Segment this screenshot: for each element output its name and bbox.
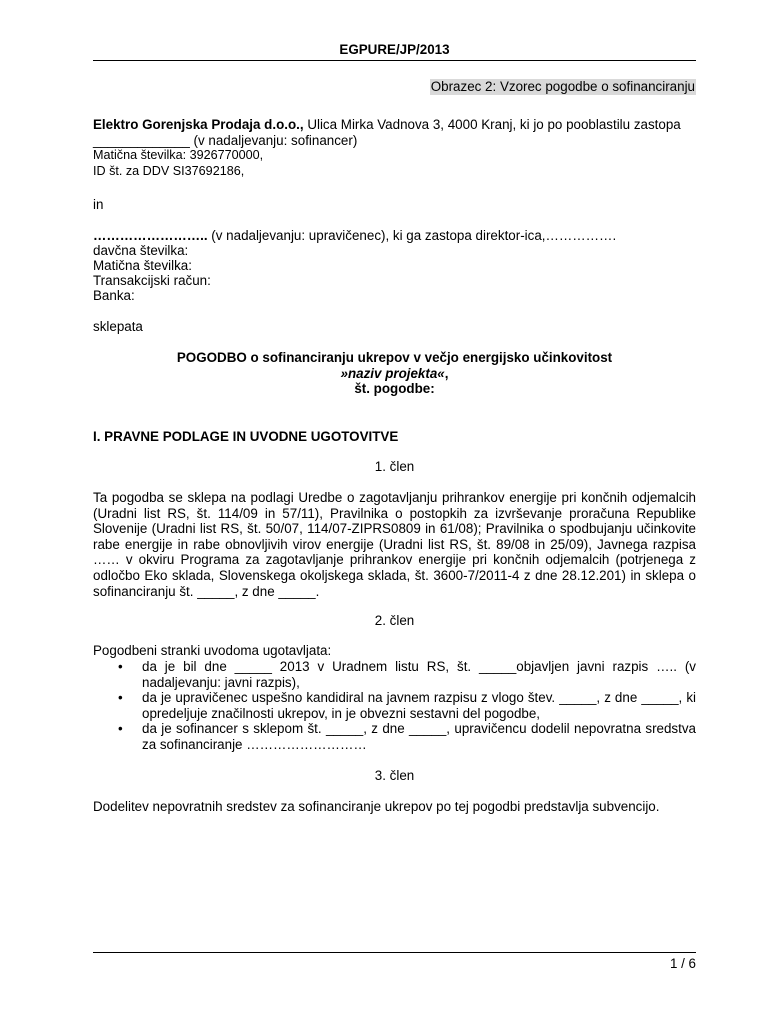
- form-label: Obrazec 2: Vzorec pogodbe o sofinanciranju: [430, 79, 695, 94]
- bullet-icon: •: [118, 721, 123, 737]
- bullet-icon: •: [118, 690, 123, 706]
- contract-title: [93, 350, 696, 397]
- article-1-heading: 1. člen: [374, 459, 415, 474]
- party1-paragraph: [93, 117, 696, 133]
- footer-rule: [93, 952, 696, 953]
- project-name-placeholder: »naziv projekta«: [340, 365, 445, 381]
- in-text: in: [93, 197, 104, 212]
- party1-maticna: Matična številka: 3926770000,: [93, 148, 264, 162]
- bullet-icon: •: [118, 659, 123, 674]
- article-3-heading: 3. člen: [374, 768, 415, 783]
- contract-title-line1: POGODBO o sofinanciranju ukrepov v večjo energijsko učinkovitost: [176, 350, 613, 365]
- document-code: EGPURE/JP/2013: [339, 42, 450, 57]
- party2-line: [93, 228, 696, 244]
- sklepata-text: sklepata: [93, 319, 143, 334]
- article-2-list: [93, 659, 696, 753]
- header-rule: [93, 60, 696, 61]
- party2-banka: Banka:: [93, 288, 135, 303]
- party2-placeholder: ……………………..: [93, 228, 208, 243]
- section-heading: I. PRAVNE PODLAGE IN UVODNE UGOTOVITVE: [93, 429, 399, 444]
- party1-name: Elektro Gorenjska Prodaja d.o.o.,: [93, 117, 304, 132]
- party2-trr: Transakcijski račun:: [93, 273, 211, 288]
- party1-ddv: ID št. za DDV SI37692186,: [93, 164, 245, 178]
- list-item: • da je sofinancer s sklepom št. _____, z dne _____, upravičencu dodelil nepovratna sredstva za sofinanciranje ………………………: [118, 721, 696, 752]
- contract-number-label: št. pogodbe:: [354, 381, 435, 397]
- party2-davcna: davčna številka:: [93, 243, 189, 258]
- party2-role: (v nadaljevanju: upravičenec), ki ga zastopa direktor-ica,…………….: [207, 228, 617, 243]
- party1-address: Ulica Mirka Vadnova 3, 4000 Kranj, ki jo po pooblastilu zastopa: [303, 117, 681, 132]
- party1-role: _____________ (v nadaljevanju: sofinancer): [93, 133, 358, 148]
- article-2-intro: Pogodbeni stranki uvodoma ugotavljata:: [93, 643, 332, 658]
- party2-maticna: Matična številka:: [93, 258, 192, 273]
- contract-title-line2: »naziv projekta«,: [340, 365, 449, 381]
- list-item: • da je bil dne _____ 2013 v Uradnem listu RS, št. _____objavljen javni razpis ….. (v nadaljevanju: javni razpis),: [118, 659, 696, 690]
- article-1-text: Ta pogodba se sklepa na podlagi Uredbe o zagotavljanju prihrankov energije pri končnih odjemalcih (Uradni list RS, št. 114/09 in 57/11), Pravilnika o postopkih za izvrševanje proračuna Republike Slovenije (Uradni list RS, št. 50/07, 114/07-ZIPRS0809 in 61/08); Pravilnika o spodbujanju učinkovite rabe energije in rabe obnovljivih virov energije (Uradni list RS, št. 89/08 in 25/09), Javnega razpisa …… v okviru Programa za zagotavljanje prihrankov energije pri končnih odjemalcih (potrjenega z odločbo Eko sklada, Slovenskega okoljskega sklada, št. 3600-7/2011-4 z dne 28.12.201) in sklepa o sofinanciranju št. _____, z dne _____.: [93, 490, 696, 599]
- document-page: [93, 0, 696, 1024]
- page-number: 1 / 6: [669, 956, 696, 971]
- list-item: • da je upravičenec uspešno kandidiral na javnem razpisu z vlogo štev. _____, z dne _____, ki opredeljuje značilnosti ukrepov, in je obvezni sestavni del pogodbe,: [118, 690, 696, 721]
- article-3-text: Dodelitev nepovratnih sredstev za sofinanciranje ukrepov po tej pogodbi predstavlja subvencijo.: [93, 799, 660, 814]
- article-2-heading: 2. člen: [374, 613, 415, 628]
